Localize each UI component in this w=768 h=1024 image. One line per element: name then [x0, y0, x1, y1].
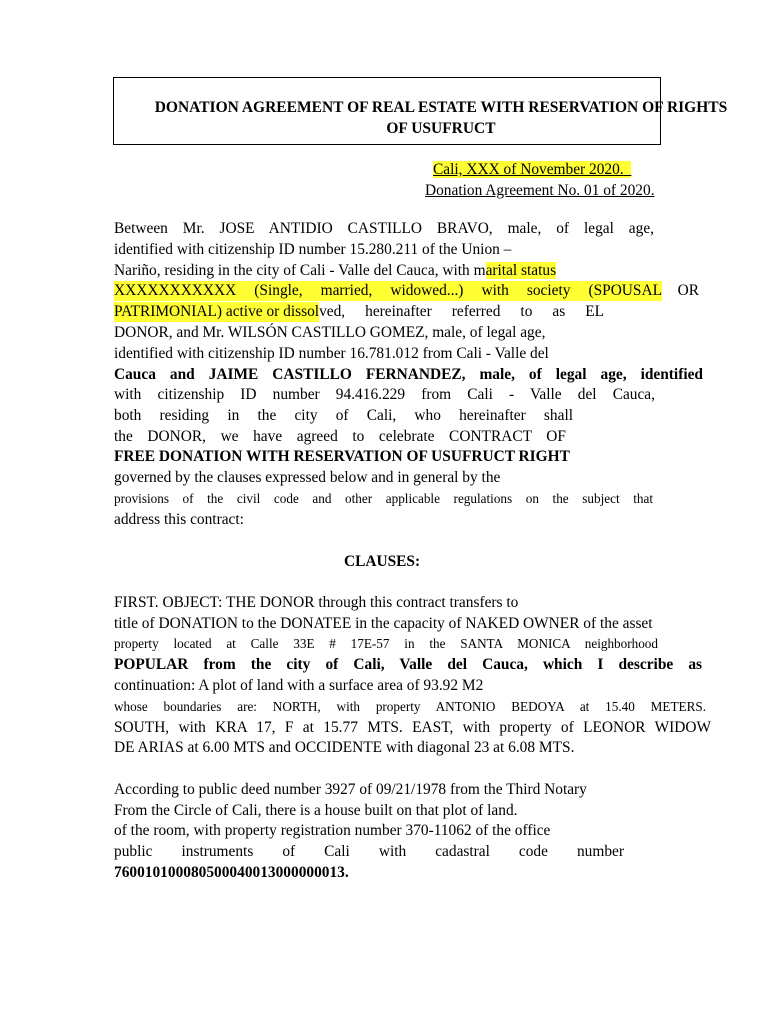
- intro-line-13: governed by the clauses expressed below and in general by the: [114, 469, 501, 486]
- title-line-1: DONATION AGREEMENT OF REAL ESTATE WITH RESERVATION OF RIGHTS: [154, 99, 728, 116]
- deed-line-1: According to public deed number 3927 of 09/21/1978 from the Third Notary: [114, 781, 587, 798]
- clauses-heading: CLAUSES:: [344, 553, 421, 570]
- deed-line-4: public instruments of Cali with cadastral code number: [114, 843, 624, 860]
- title-line-2: OF USUFRUCT: [386, 120, 496, 137]
- first-clause-line-1: FIRST. OBJECT: THE DONOR through this contract transfers to: [114, 594, 519, 611]
- intro-line-9: with citizenship ID number 94.416.229 from Cali - Valle del Cauca,: [114, 386, 655, 403]
- cadastral-code: 760010100080500040013000000013.: [114, 864, 349, 881]
- first-clause-line-7: SOUTH, with KRA 17, F at 15.77 MTS. EAST, with property of LEONOR WIDOW: [114, 719, 711, 736]
- intro-line-5: PATRIMONIAL) active or dissol ved, hereinafter referred to as EL: [114, 303, 604, 320]
- first-clause-line-8: DE ARIAS at 6.00 MTS and OCCIDENTE with diagonal 23 at 6.08 MTS.: [114, 739, 575, 756]
- first-clause-line-5: continuation: A plot of land with a surface area of 93.92 M2: [114, 677, 484, 694]
- intro-line-3: Nariño, residing in the city of Cali - Valle del Cauca, with marital status: [114, 262, 557, 279]
- deed-line-3: of the room, with property registration number 370-11062 of the office: [114, 822, 551, 839]
- intro-line-4: XXXXXXXXXXX (Single, married, widowed...) with society (SPOUSAL OR: [114, 282, 699, 299]
- agreement-number: Donation Agreement No. 01 of 2020.: [425, 182, 655, 199]
- document-title: [120, 97, 762, 139]
- intro-line-1: Between Mr. JOSE ANTIDIO CASTILLO BRAVO, male, of legal age,: [114, 220, 654, 237]
- first-clause-line-6: whose boundaries are: NORTH, with property ANTONIO BEDOYA at 15.40 METERS.: [114, 699, 706, 714]
- intro-line-12: FREE DONATION WITH RESERVATION OF USUFRUCT RIGHT: [114, 448, 570, 465]
- first-clause-line-4: POPULAR from the city of Cali, Valle del Cauca, which I describe as: [114, 656, 702, 673]
- place-date: Cali, XXX of November 2020.: [433, 160, 631, 180]
- intro-line-6: DONOR, and Mr. WILSÓN CASTILLO GOMEZ, male, of legal age,: [114, 324, 546, 341]
- intro-line-10: both residing in the city of Cali, who hereinafter shall: [114, 407, 573, 424]
- intro-line-7: identified with citizenship ID number 16.781.012 from Cali - Valle del: [114, 345, 549, 362]
- intro-line-14: provisions of the civil code and other applicable regulations on the subject that: [114, 491, 653, 506]
- intro-line-2: identified with citizenship ID number 15.280.211 of the Union –: [114, 241, 512, 258]
- intro-line-15: address this contract:: [114, 511, 244, 528]
- intro-line-11: the DONOR, we have agreed to celebrate CONTRACT OF: [114, 428, 566, 445]
- first-clause-line-2: title of DONATION to the DONATEE in the capacity of NAKED OWNER of the asset: [114, 615, 653, 632]
- intro-line-8: Cauca and JAIME CASTILLO FERNANDEZ, male, of legal age, identified: [114, 366, 703, 383]
- first-clause-line-3: property located at Calle 33E # 17E-57 in the SANTA MONICA neighborhood: [114, 636, 658, 651]
- deed-line-2: From the Circle of Cali, there is a house built on that plot of land.: [114, 802, 518, 819]
